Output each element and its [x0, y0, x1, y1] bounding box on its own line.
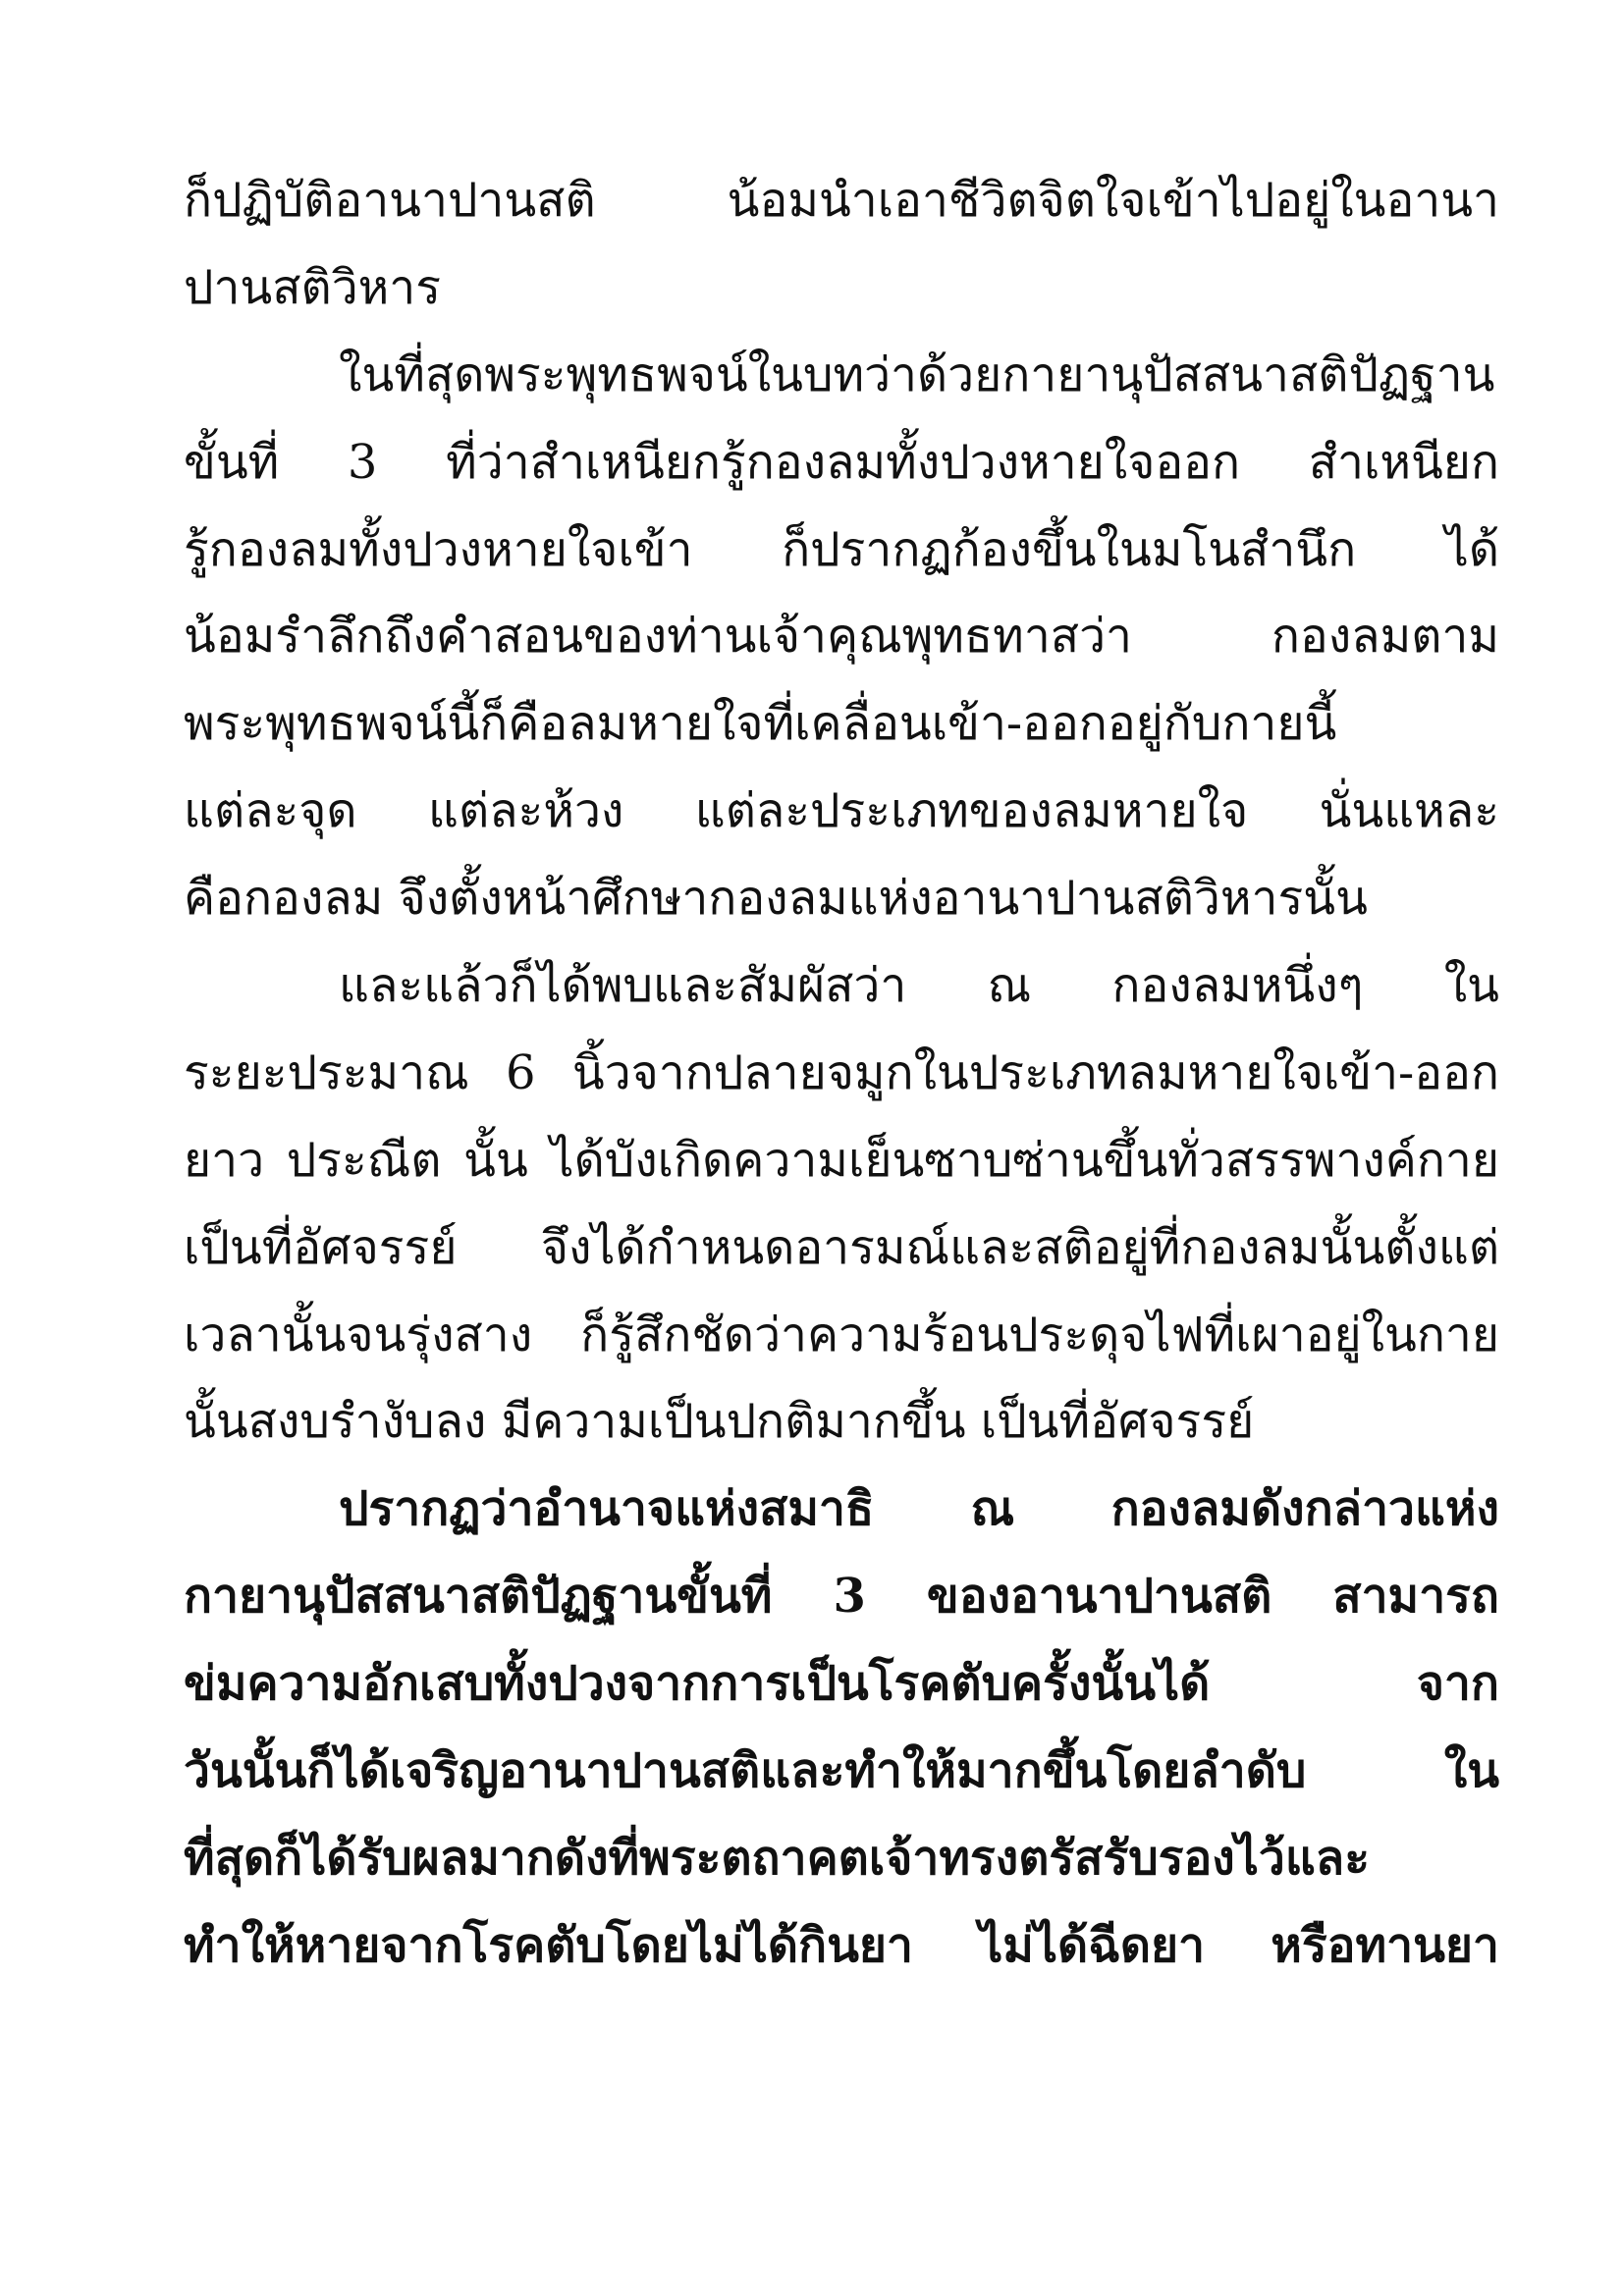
- text-line: นั้นสงบรำงับลง มีความเป็นปกติมากขึ้น เป็นที่อัศจรรย์: [184, 1394, 1255, 1450]
- text-line: ยาว ประณีต นั้น ได้บังเกิดความเย็นซาบซ่านขึ้นทั่วสรรพางค์กาย: [184, 1132, 1499, 1188]
- paragraph-first-line: และแล้วก็ได้พบและสัมผัสว่า ณ กองลมหนึ่งๆ ใน: [339, 958, 1499, 1014]
- paragraph-first-line: ในที่สุดพระพุทธพจน์ในบทว่าด้วยกายานุปัสสนาสติปัฏฐาน: [339, 347, 1495, 402]
- text-line: ก็ปฏิบัติอานาปานสติ น้อมนำเอาชีวิตจิตใจเข้าไปอยู่ในอานา: [184, 173, 1499, 228]
- text-line: เป็นที่อัศจรรย์ จึงได้กำหนดอารมณ์และสติอยู่ที่กองลมนั้นตั้งแต่: [184, 1219, 1499, 1275]
- body-text: [184, 157, 1499, 1990]
- text-line: พระพุทธพจน์นี้ก็คือลมหายใจที่เคลื่อนเข้า-ออกอยู่กับกายนี้: [184, 696, 1337, 752]
- paragraph-first-line-bold: ปรากฏว่าอำนาจแห่งสมาธิ ณ กองลมดังกล่าวแห่ง: [339, 1481, 1499, 1537]
- text-line: ขั้นที่ 3 ที่ว่าสำเหนียกรู้กองลมทั้งปวงหายใจออก สำเหนียก: [184, 434, 1499, 490]
- text-line: คือกองลม จึงตั้งหน้าศึกษากองลมแห่งอานาปานสติวิหารนั้น: [184, 871, 1368, 927]
- text-line-bold: ทำให้หายจากโรคตับโดยไม่ได้กินยา ไม่ได้ฉีดยา หรือทานยา: [184, 1917, 1499, 1973]
- text-line: ปานสติวิหาร: [184, 259, 442, 315]
- text-line: รู้กองลมทั้งปวงหายใจเข้า ก็ปรากฏก้องขึ้นในมโนสำนึก ได้: [184, 521, 1499, 577]
- text-line-bold: ข่มความอักเสบทั้งปวงจากการเป็นโรคตับครั้งนั้นได้ จาก: [184, 1656, 1499, 1712]
- text-line: ระยะประมาณ 6 นิ้วจากปลายจมูกในประเภทลมหายใจเข้า-ออก: [184, 1044, 1499, 1100]
- text-line: น้อมรำลึกถึงคำสอนของท่านเจ้าคุณพุทธทาสว่า กองลมตาม: [184, 609, 1499, 665]
- text-line: เวลานั้นจนรุ่งสาง ก็รู้สึกชัดว่าความร้อนประดุจไฟที่เผาอยู่ในกาย: [184, 1307, 1499, 1362]
- text-line-bold: กายานุปัสสนาสติปัฏฐานขั้นที่ 3 ของอานาปานสติ สามารถ: [184, 1569, 1499, 1625]
- text-line: แต่ละจุด แต่ละห้วง แต่ละประเภทของลมหายใจ นั่นแหละ: [184, 783, 1499, 839]
- text-line-bold: ที่สุดก็ได้รับผลมากดังที่พระตถาคตเจ้าทรงตรัสรับรองไว้และ: [184, 1830, 1370, 1886]
- text-line-bold: วันนั้นก็ได้เจริญอานาปานสติและทำให้มากขึ้นโดยลำดับ ใน: [184, 1743, 1499, 1799]
